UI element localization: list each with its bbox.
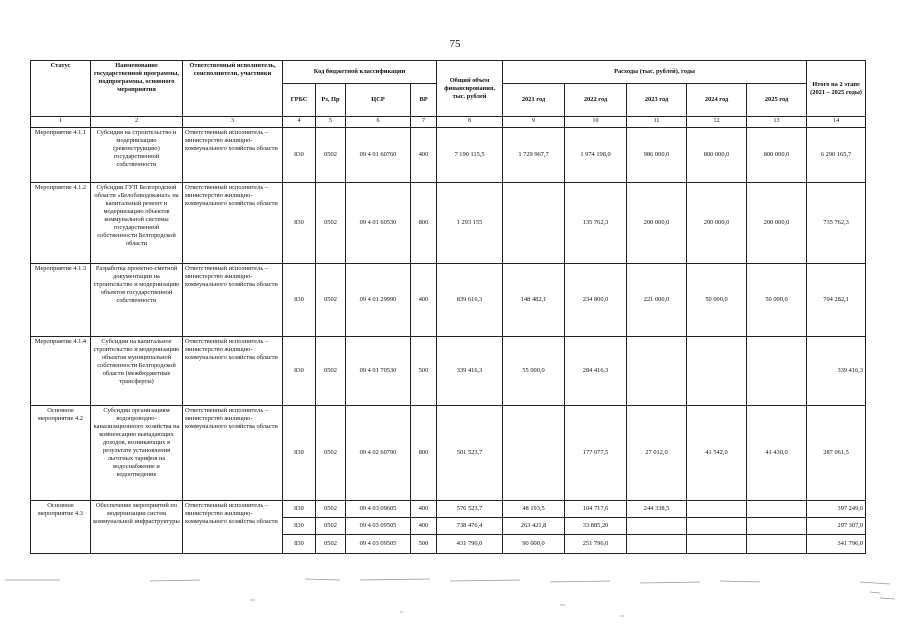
- itogo-cell: 341 796,0: [807, 534, 866, 553]
- total-cell: 576 523,7: [437, 500, 503, 517]
- year-2021-cell: 48 193,5: [503, 500, 565, 517]
- executor-cell: Ответственный исполнитель – министерство жилищно-коммунального хозяйства области: [183, 405, 283, 500]
- col-header-status: Статус: [31, 61, 91, 117]
- rzpr-cell: 0502: [316, 405, 346, 500]
- csr-cell: 09 4 03 09505: [346, 534, 411, 553]
- status-cell: Мероприятие 4.1.4: [31, 336, 91, 405]
- col-header-2021: 2021 год: [503, 84, 565, 117]
- executor-cell: Ответственный исполнитель – министерство жилищно-коммунального хозяйства области: [183, 336, 283, 405]
- col-header-grbs: ГРБС: [283, 84, 316, 117]
- col-header-program-name: Наименование государственной программы, подпрограммы, основного мероприятия: [91, 61, 183, 117]
- col-header-expenses: Расходы (тыс. рублей), годы: [503, 61, 807, 84]
- year-2023-cell: 221 000,0: [627, 263, 687, 336]
- year-2021-cell: 148 482,1: [503, 263, 565, 336]
- total-cell: 839 616,3: [437, 263, 503, 336]
- col-header-executor: Ответственный исполнитель, соисполнители, участники: [183, 61, 283, 117]
- grbs-cell: 830: [283, 182, 316, 263]
- total-cell: 1 293 155: [437, 182, 503, 263]
- col-index: 6: [346, 117, 411, 128]
- itogo-cell: 297 307,0: [807, 517, 866, 534]
- col-index: 14: [807, 117, 866, 128]
- grbs-cell: 830: [283, 263, 316, 336]
- name-cell: Разработка проектно-сметной документации на строительство и модернизацию объектов государственной собственности: [91, 263, 183, 336]
- rzpr-cell: 0502: [316, 500, 346, 517]
- col-header-2024: 2024 год: [687, 84, 747, 117]
- vr-cell: 400: [411, 263, 437, 336]
- year-2024-cell: [687, 517, 747, 534]
- year-2024-cell: [687, 534, 747, 553]
- name-cell: Субсидия на строительство и модернизацию (реконструкцию) государственной собственности: [91, 127, 183, 182]
- col-header-2023: 2023 год: [627, 84, 687, 117]
- year-2022-cell: 234 800,0: [565, 263, 627, 336]
- rzpr-cell: 0502: [316, 182, 346, 263]
- executor-cell: Ответственный исполнитель – министерство жилищно-коммунального хозяйства области: [183, 263, 283, 336]
- status-cell: Мероприятие 4.1.1: [31, 127, 91, 182]
- executor-cell: Ответственный исполнитель – министерство жилищно-коммунального хозяйства области: [183, 127, 283, 182]
- col-header-2025: 2025 год: [747, 84, 807, 117]
- table-row: [31, 500, 866, 517]
- year-2024-cell: [687, 336, 747, 405]
- status-cell: Мероприятие 4.1.2: [31, 182, 91, 263]
- table-row: [31, 263, 866, 336]
- rzpr-cell: 0502: [316, 517, 346, 534]
- column-index-row: [31, 117, 866, 128]
- name-cell: Субсидии ГУП Белгородской области «Белоблводоканал» на капитальный ремонт и модернизацию объектов коммунальной системы государственной собственности Белгородской области: [91, 182, 183, 263]
- col-index: 5: [316, 117, 346, 128]
- col-index: 3: [183, 117, 283, 128]
- csr-cell: 09 4 01 29990: [346, 263, 411, 336]
- vr-cell: 800: [411, 405, 437, 500]
- grbs-cell: 830: [283, 534, 316, 553]
- itogo-cell: 287 061,5: [807, 405, 866, 500]
- grbs-cell: 830: [283, 336, 316, 405]
- year-2023-cell: [627, 517, 687, 534]
- col-header-budget-code: Код бюджетной классификации: [283, 61, 437, 84]
- csr-cell: 09 4 03 09605: [346, 500, 411, 517]
- year-2023-cell: [627, 336, 687, 405]
- col-index: 4: [283, 117, 316, 128]
- vr-cell: 500: [411, 336, 437, 405]
- itogo-cell: 735 762,3: [807, 182, 866, 263]
- vr-cell: 400: [411, 500, 437, 517]
- col-header-itogo: Итого на 2 этапе (2021 – 2025 годы): [807, 61, 866, 117]
- vr-cell: 800: [411, 182, 437, 263]
- year-2022-cell: 177 077,5: [565, 405, 627, 500]
- col-header-csr: ЦСР: [346, 84, 411, 117]
- year-2024-cell: 200 000,0: [687, 182, 747, 263]
- year-2025-cell: 41 430,0: [747, 405, 807, 500]
- year-2025-cell: [747, 500, 807, 517]
- col-index: 1: [31, 117, 91, 128]
- csr-cell: 09 4 01 70530: [346, 336, 411, 405]
- year-2023-cell: 27 012,0: [627, 405, 687, 500]
- grbs-cell: 830: [283, 405, 316, 500]
- col-header-rzpr: Рз, Пр: [316, 84, 346, 117]
- grbs-cell: 830: [283, 127, 316, 182]
- year-2022-cell: 135 762,3: [565, 182, 627, 263]
- executor-cell: Ответственный исполнитель – министерство жилищно-коммунального хозяйства области: [183, 182, 283, 263]
- year-2021-cell: 90 000,0: [503, 534, 565, 553]
- rzpr-cell: 0502: [316, 127, 346, 182]
- table-row: [31, 127, 866, 182]
- col-index: 13: [747, 117, 807, 128]
- col-index: 7: [411, 117, 437, 128]
- grbs-cell: 830: [283, 517, 316, 534]
- rzpr-cell: 0502: [316, 534, 346, 553]
- vr-cell: 400: [411, 127, 437, 182]
- total-cell: 339 416,3: [437, 336, 503, 405]
- col-header-total-volume: Общий объем финансирования, тыс. рублей: [437, 61, 503, 117]
- year-2022-cell: 284 416,3: [565, 336, 627, 405]
- header-row-1: [31, 61, 866, 84]
- year-2021-cell: 263 421,8: [503, 517, 565, 534]
- name-cell: Субсидии на капитальное строительство и модернизацию объектов муниципальной собственности Белгородской области (межбюджетные трансферты): [91, 336, 183, 405]
- rzpr-cell: 0502: [316, 336, 346, 405]
- table-row: [31, 336, 866, 405]
- itogo-cell: 704 282,1: [807, 263, 866, 336]
- csr-cell: 09 4 01 60760: [346, 127, 411, 182]
- total-cell: 501 523,7: [437, 405, 503, 500]
- col-index: 10: [565, 117, 627, 128]
- year-2024-cell: 50 000,0: [687, 263, 747, 336]
- year-2021-cell: 55 000,0: [503, 336, 565, 405]
- year-2025-cell: [747, 336, 807, 405]
- col-header-2022: 2022 год: [565, 84, 627, 117]
- year-2024-cell: 41 542,0: [687, 405, 747, 500]
- csr-cell: 09 4 03 09505: [346, 517, 411, 534]
- total-cell: 738 476,4: [437, 517, 503, 534]
- year-2025-cell: [747, 517, 807, 534]
- year-2023-cell: 200 000,0: [627, 182, 687, 263]
- name-cell: Субсидии организациям водопроводно-канализационного хозяйства на компенсацию выпадающих доходов, возникающих в результате установления льготных тарифов на водоснабжение и водоотведение: [91, 405, 183, 500]
- status-cell: Основное мероприятие 4.3: [31, 500, 91, 553]
- scan-noise-marks: [0, 572, 905, 632]
- year-2025-cell: 200 000,0: [747, 182, 807, 263]
- col-index: 11: [627, 117, 687, 128]
- year-2021-cell: [503, 182, 565, 263]
- year-2025-cell: 800 000,0: [747, 127, 807, 182]
- table-row: [31, 405, 866, 500]
- year-2023-cell: 986 000,0: [627, 127, 687, 182]
- total-cell: 431 796,0: [437, 534, 503, 553]
- vr-cell: 400: [411, 517, 437, 534]
- csr-cell: 09 4 02 60790: [346, 405, 411, 500]
- year-2022-cell: 1 974 198,0: [565, 127, 627, 182]
- year-2024-cell: 800 000,0: [687, 127, 747, 182]
- year-2022-cell: 33 885,20: [565, 517, 627, 534]
- col-index: 8: [437, 117, 503, 128]
- col-index: 2: [91, 117, 183, 128]
- rzpr-cell: 0502: [316, 263, 346, 336]
- table-row: [31, 182, 866, 263]
- col-header-vr: ВР: [411, 84, 437, 117]
- col-index: 9: [503, 117, 565, 128]
- itogo-cell: 397 249,6: [807, 500, 866, 517]
- year-2023-cell: 244 338,5: [627, 500, 687, 517]
- year-2023-cell: [627, 534, 687, 553]
- executor-cell: Ответственный исполнитель – министерство жилищно-коммунального хозяйства области: [183, 500, 283, 553]
- year-2025-cell: [747, 534, 807, 553]
- page-number: 75: [449, 38, 461, 50]
- grbs-cell: 830: [283, 500, 316, 517]
- year-2021-cell: [503, 405, 565, 500]
- year-2022-cell: 251 796,0: [565, 534, 627, 553]
- status-cell: Мероприятие 4.1.3: [31, 263, 91, 336]
- csr-cell: 09 4 01 60530: [346, 182, 411, 263]
- year-2024-cell: [687, 500, 747, 517]
- year-2022-cell: 104 717,6: [565, 500, 627, 517]
- budget-table: [30, 60, 866, 554]
- itogo-cell: 339 416,3: [807, 336, 866, 405]
- itogo-cell: 6 290 165,7: [807, 127, 866, 182]
- vr-cell: 500: [411, 534, 437, 553]
- status-cell: Основное мероприятие 4.2: [31, 405, 91, 500]
- year-2025-cell: 50 000,0: [747, 263, 807, 336]
- year-2021-cell: 1 729 967,7: [503, 127, 565, 182]
- name-cell: Обеспечение мероприятий по модернизации систем коммунальной инфраструктуры: [91, 500, 183, 553]
- col-index: 12: [687, 117, 747, 128]
- total-cell: 7 190 115,5: [437, 127, 503, 182]
